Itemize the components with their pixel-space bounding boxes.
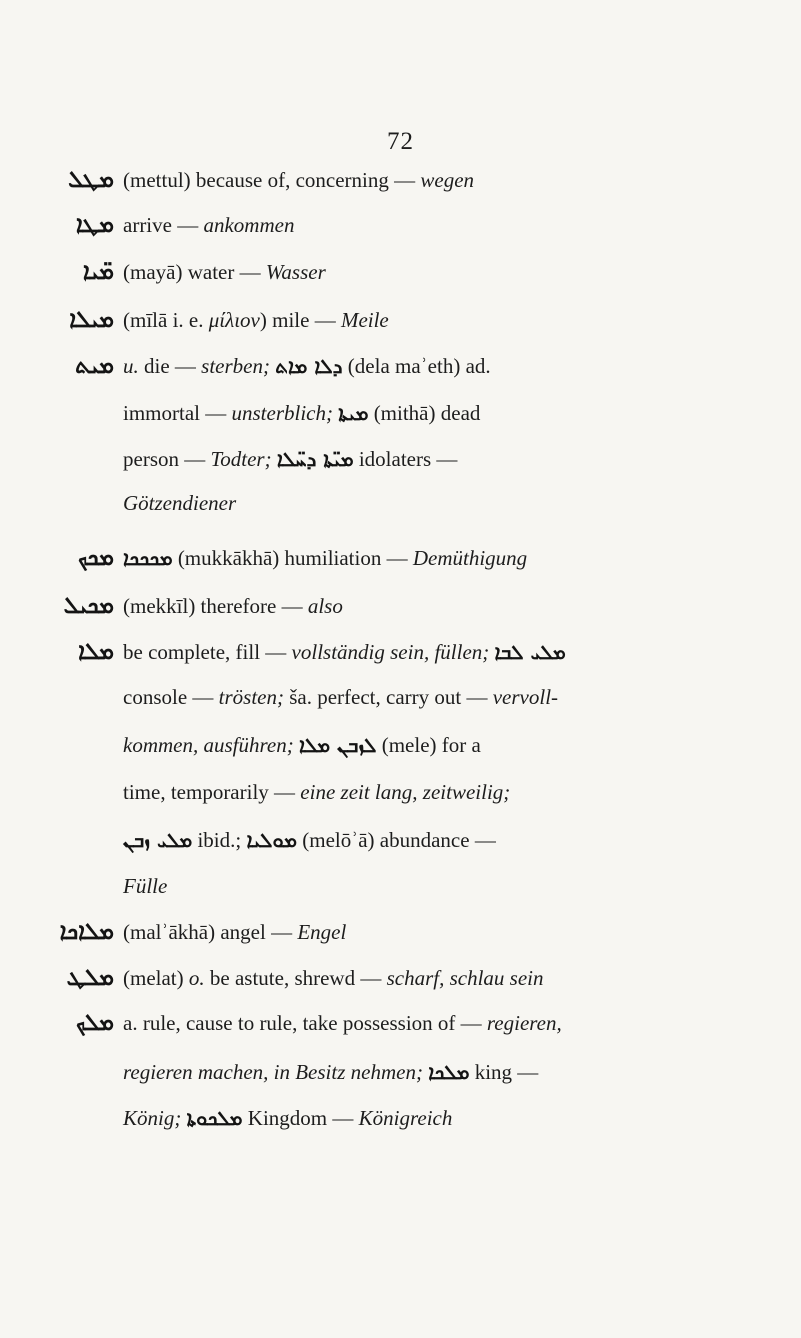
entry-text-2: ša. perfect, carry out — <box>289 685 488 709</box>
german-gloss: also <box>307 594 343 618</box>
syriac-headword: ܡܠܐܟܐ <box>59 919 114 945</box>
syriac-headword: ܡܛܠ <box>68 167 114 193</box>
entry-mukkakha <box>0 538 801 578</box>
german-gloss: eine zeit lang, <box>300 780 418 804</box>
german-gloss-2: Königreich <box>358 1106 453 1130</box>
german-gloss: Todter; <box>210 447 272 471</box>
entry-text: (mukkākhā) humiliation — <box>177 546 408 570</box>
german-gloss: wegen <box>420 168 475 192</box>
entry-text: (mettul) because of, concerning — <box>123 168 416 192</box>
syriac-phrase: ܡܝ̈ܬܐ ܕܚ̈ܠܐ <box>276 447 354 471</box>
german-gloss: Götzendiener <box>123 491 237 515</box>
entry-text: immortal — <box>123 401 227 425</box>
entry-arrive <box>0 205 801 245</box>
entry-melat <box>0 958 801 998</box>
entry-continuation <box>0 866 801 906</box>
entry-continuation <box>0 483 801 523</box>
entry-text: person — <box>123 447 206 471</box>
entry-text: die — <box>144 354 196 378</box>
entry-continuation <box>0 772 801 812</box>
greek-word: μίλιον <box>208 308 260 332</box>
syriac-headword: ܡܠܐ <box>78 639 114 665</box>
entry-die <box>0 346 801 386</box>
syriac-headword: ܡ̈ܝܐ <box>82 259 114 285</box>
syriac-headword: ܡܠܟ <box>75 1010 114 1036</box>
entry-text-2: idolaters — <box>358 447 458 471</box>
syriac-headword: ܡܝܠܐ <box>69 307 114 333</box>
entry-text-2: Kingdom — <box>247 1106 354 1130</box>
german-gloss: Wasser <box>265 260 326 284</box>
entry-malakha <box>0 912 801 952</box>
german-gloss: Meile <box>340 308 389 332</box>
entry-text: ibid.; <box>197 828 242 852</box>
entry-malak <box>0 1003 801 1043</box>
entry-text: be complete, fill — <box>123 640 287 664</box>
page-number: 72 <box>387 128 414 155</box>
entry-text: (mekkīl) therefore — <box>123 594 303 618</box>
entry-text: (malʾākhā) angel — <box>123 920 293 944</box>
syriac-phrase: ܡܟܟܟܐ <box>123 546 173 570</box>
german-gloss: König; <box>123 1106 182 1130</box>
syriac-phrase: ܡܠܝ ܙܒܢ <box>123 828 193 852</box>
entry-mela <box>0 632 801 672</box>
syriac-headword: ܡܟܝܠ <box>63 593 114 619</box>
german-gloss: kommen, ausführen; <box>123 733 294 757</box>
entry-text-2: be astute, shrewd — <box>209 966 382 990</box>
entry-text: (mīlā i. e. <box>123 308 204 332</box>
german-gloss: trösten; <box>218 685 284 709</box>
german-gloss: sterben; <box>201 354 270 378</box>
syriac-phrase: ܡܠܟܐ <box>428 1060 470 1084</box>
entry-text-2: (melōʾā) abundance — <box>302 828 496 852</box>
german-gloss: regieren machen, in Besitz nehmen; <box>123 1060 423 1084</box>
syriac-phrase: ܠܙܒܢ ܡܠܐ <box>298 733 377 757</box>
entry-text: console — <box>123 685 214 709</box>
entry-text-2: king — <box>474 1060 539 1084</box>
german-gloss: vollständig sein, füllen; <box>291 640 490 664</box>
entry-text: (mayā) water — <box>123 260 261 284</box>
entry-text: time, temporarily — <box>123 780 296 804</box>
entry-continuation <box>0 725 801 765</box>
syriac-headword: ܡܝܬ <box>75 353 114 379</box>
entry-continuation <box>0 393 801 433</box>
german-gloss-2: vervoll- <box>492 685 559 709</box>
syriac-phrase: ܡܠܝ ܠܒܐ <box>494 640 566 664</box>
syriac-headword: ܡܛܐ <box>75 212 114 238</box>
entry-text-2: ) mile — <box>259 308 336 332</box>
entry-text: a. rule, cause to rule, take possession of — <box>123 1011 482 1035</box>
syriac-phrase: ܡܠܟܘܬܐ <box>186 1106 243 1130</box>
german-gloss: Demüthigung <box>412 546 528 570</box>
entry-text: arrive — <box>123 213 199 237</box>
entry-continuation <box>0 439 801 479</box>
entry-continuation <box>0 677 801 717</box>
german-gloss: Fülle <box>123 874 168 898</box>
syriac-phrase-2: ܡܘܠܝܐ <box>246 828 297 852</box>
german-gloss-2: zeitweilig; <box>422 780 511 804</box>
entry-text: (melat) <box>123 966 184 990</box>
entry-continuation <box>0 820 801 860</box>
syriac-headword: ܡܟܟ <box>77 545 114 571</box>
german-gloss: ankommen <box>203 213 295 237</box>
entry-text-2: (dela maʾeth) ad. <box>347 354 491 378</box>
entry-text-2: (mele) for a <box>381 733 481 757</box>
entry-mekkil <box>0 586 801 626</box>
grammar-mark: u. <box>123 354 139 378</box>
german-gloss: scharf, schlau sein <box>386 966 544 990</box>
entry-text-2: (mithā) dead <box>373 401 481 425</box>
german-gloss: unsterblich; <box>231 401 333 425</box>
grammar-mark: o. <box>188 966 205 990</box>
syriac-phrase: ܡܝܬܐ <box>338 401 369 425</box>
entry-mila <box>0 300 801 340</box>
syriac-phrase: ܕܠܐ ܡܐܬ <box>275 354 343 378</box>
entry-mettul <box>0 160 801 200</box>
entry-continuation <box>0 1052 801 1092</box>
german-gloss: Engel <box>297 920 347 944</box>
entry-continuation <box>0 1098 801 1138</box>
german-gloss: regieren, <box>486 1011 562 1035</box>
entry-maya <box>0 252 801 292</box>
syriac-headword: ܡܠܛ <box>66 965 114 991</box>
